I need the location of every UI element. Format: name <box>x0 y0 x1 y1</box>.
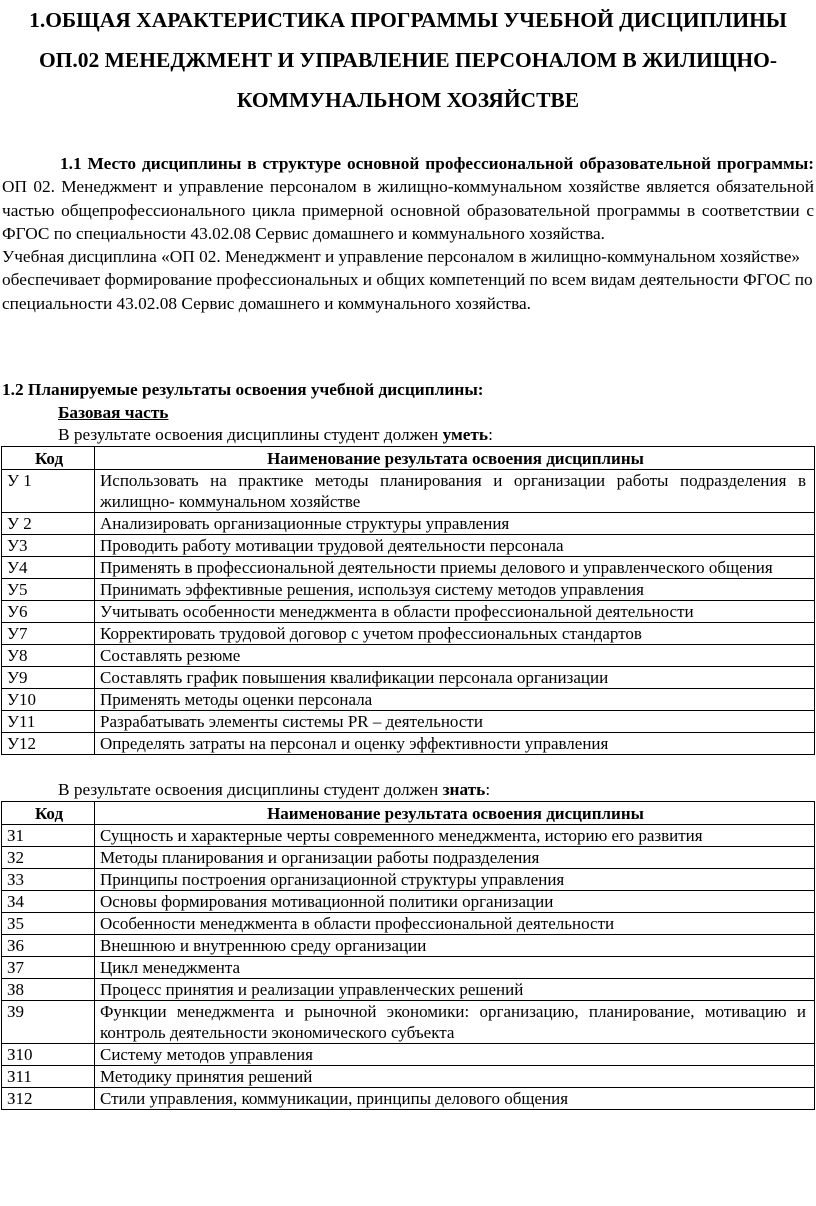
skills-table-row <box>2 557 815 579</box>
skills-colon: : <box>488 425 493 445</box>
column-header-code: Код <box>2 802 95 825</box>
row-code: У 2 <box>2 513 95 535</box>
skills-table-header-row <box>2 447 815 470</box>
skills-table-row <box>2 601 815 623</box>
skills-table-row <box>2 667 815 689</box>
row-description: Анализировать организационные структуры управления <box>95 513 815 535</box>
knowledge-table-row <box>2 1001 815 1044</box>
row-description: Применять методы оценки персонала <box>95 689 815 711</box>
section-1-text: ОП 02. Менеджмент и управление персоналом в жилищно-коммунальном хозяйстве является обязательной частью общепрофессионального цикла примерной основной образовательной программы в соответствии с ФГОС по специальности 43.02.08 Сервис домашнего и коммунального хозяйства. <box>2 177 814 243</box>
row-code: З8 <box>2 979 95 1001</box>
knowledge-intro <box>0 779 816 801</box>
skills-intro <box>0 424 816 446</box>
row-description: Методику принятия решений <box>95 1066 815 1088</box>
row-code: З1 <box>2 825 95 847</box>
row-description: Разрабатывать элементы системы PR – деятельности <box>95 711 815 733</box>
skills-table-row <box>2 470 815 513</box>
knowledge-table-body <box>2 825 815 1110</box>
knowledge-table-header-row <box>2 802 815 825</box>
row-code: У3 <box>2 535 95 557</box>
skills-table-row <box>2 733 815 755</box>
column-header-name: Наименование результата освоения дисциплины <box>95 802 815 825</box>
subheading-wrap <box>0 402 816 424</box>
column-header-code: Код <box>2 447 95 470</box>
row-description: Особенности менеджмента в области профессиональной деятельности <box>95 913 815 935</box>
row-description: Сущность и характерные черты современного менеджмента, историю его развития <box>95 825 815 847</box>
row-code: З5 <box>2 913 95 935</box>
skills-table-row <box>2 623 815 645</box>
title-line-3: КОММУНАЛЬНОМ ХОЗЯЙСТВЕ <box>236 88 580 112</box>
skills-keyword: уметь <box>442 425 489 445</box>
row-code: У 1 <box>2 470 95 513</box>
row-code: З7 <box>2 957 95 979</box>
row-description: Функции менеджмента и рыночной экономики: организацию, планирование, мотивацию и контроль деятельности экономического субъекта <box>95 1001 815 1044</box>
skills-table-row <box>2 535 815 557</box>
row-code: У4 <box>2 557 95 579</box>
knowledge-colon: : <box>485 780 491 800</box>
skills-table-row <box>2 689 815 711</box>
row-description: Стили управления, коммуникации, принципы делового общения <box>95 1088 815 1110</box>
knowledge-table-row <box>2 979 815 1001</box>
section-2-heading: 1.2 Планируемые результаты освоения учебной дисциплины: <box>2 380 484 400</box>
row-description: Цикл менеджмента <box>95 957 815 979</box>
knowledge-table-row <box>2 825 815 847</box>
row-description: Определять затраты на персонал и оценку эффективности управления <box>95 733 815 755</box>
skills-table-row <box>2 513 815 535</box>
section-1-paragraph <box>0 152 816 245</box>
knowledge-table <box>1 801 815 1110</box>
row-code: У12 <box>2 733 95 755</box>
row-code: З4 <box>2 891 95 913</box>
knowledge-table-row <box>2 1044 815 1066</box>
row-code: З6 <box>2 935 95 957</box>
row-code: У8 <box>2 645 95 667</box>
knowledge-table-row <box>2 891 815 913</box>
knowledge-keyword: знать <box>442 780 486 800</box>
row-code: У5 <box>2 579 95 601</box>
knowledge-table-row <box>2 847 815 869</box>
row-description: Систему методов управления <box>95 1044 815 1066</box>
knowledge-table-row <box>2 1088 815 1110</box>
row-code: З12 <box>2 1088 95 1110</box>
column-header-name: Наименование результата освоения дисциплины <box>95 447 815 470</box>
knowledge-intro-text: В результате освоения дисциплины студент должен <box>58 780 443 800</box>
row-description: Процесс принятия и реализации управленческих решений <box>95 979 815 1001</box>
row-code: У6 <box>2 601 95 623</box>
section-2-subheading: Базовая часть <box>58 403 169 423</box>
knowledge-table-row <box>2 935 815 957</box>
section-1-heading: 1.1 Место дисциплины в структуре основной профессиональной образовательной программы: <box>60 154 814 173</box>
row-description: Составлять резюме <box>95 645 815 667</box>
document-title <box>0 0 816 120</box>
section-1-paragraph-2: Учебная дисциплина «ОП 02. Менеджмент и управление персоналом в жилищно-коммунальном хозяйстве» обеспечивает формирование профессиональных и общих компетенций по всем видам деятельности ФГОС по специальности 43.02.08 Сервис домашнего и коммунального хозяйства. <box>2 247 813 313</box>
row-code: У7 <box>2 623 95 645</box>
skills-table-row <box>2 711 815 733</box>
row-code: З10 <box>2 1044 95 1066</box>
skills-table-body <box>2 470 815 755</box>
row-description: Использовать на практике методы планирования и организации работы подразделения в жилищно- коммунальном хозяйстве <box>95 470 815 513</box>
row-code: У9 <box>2 667 95 689</box>
knowledge-table-row <box>2 913 815 935</box>
row-description: Учитывать особенности менеджмента в области профессиональной деятельности <box>95 601 815 623</box>
skills-intro-text: В результате освоения дисциплины студент должен <box>58 425 443 445</box>
title-line-1: 1.ОБЩАЯ ХАРАКТЕРИСТИКА ПРОГРАММЫ УЧЕБНОЙ ДИСЦИПЛИНЫ <box>29 8 787 32</box>
row-code: У10 <box>2 689 95 711</box>
row-description: Составлять график повышения квалификации персонала организации <box>95 667 815 689</box>
row-description: Принципы построения организационной структуры управления <box>95 869 815 891</box>
row-description: Внешнюю и внутреннюю среду организации <box>95 935 815 957</box>
skills-table-row <box>2 579 815 601</box>
row-code: З11 <box>2 1066 95 1088</box>
knowledge-table-row <box>2 869 815 891</box>
row-description: Методы планирования и организации работы подразделения <box>95 847 815 869</box>
row-code: З2 <box>2 847 95 869</box>
row-code: З3 <box>2 869 95 891</box>
title-line-2: ОП.02 МЕНЕДЖМЕНТ И УПРАВЛЕНИЕ ПЕРСОНАЛОМ В ЖИЛИЩНО- <box>38 48 778 72</box>
knowledge-table-row <box>2 957 815 979</box>
knowledge-table-row <box>2 1066 815 1088</box>
skills-table <box>1 446 815 755</box>
row-code: З9 <box>2 1001 95 1044</box>
skills-table-row <box>2 645 815 667</box>
row-description: Корректировать трудовой договор с учетом профессиональных стандартов <box>95 623 815 645</box>
row-code: У11 <box>2 711 95 733</box>
row-description: Проводить работу мотивации трудовой деятельности персонала <box>95 535 815 557</box>
row-description: Применять в профессиональной деятельности приемы делового и управленческого общения <box>95 557 815 579</box>
row-description: Основы формирования мотивационной политики организации <box>95 891 815 913</box>
row-description: Принимать эффективные решения, используя систему методов управления <box>95 579 815 601</box>
